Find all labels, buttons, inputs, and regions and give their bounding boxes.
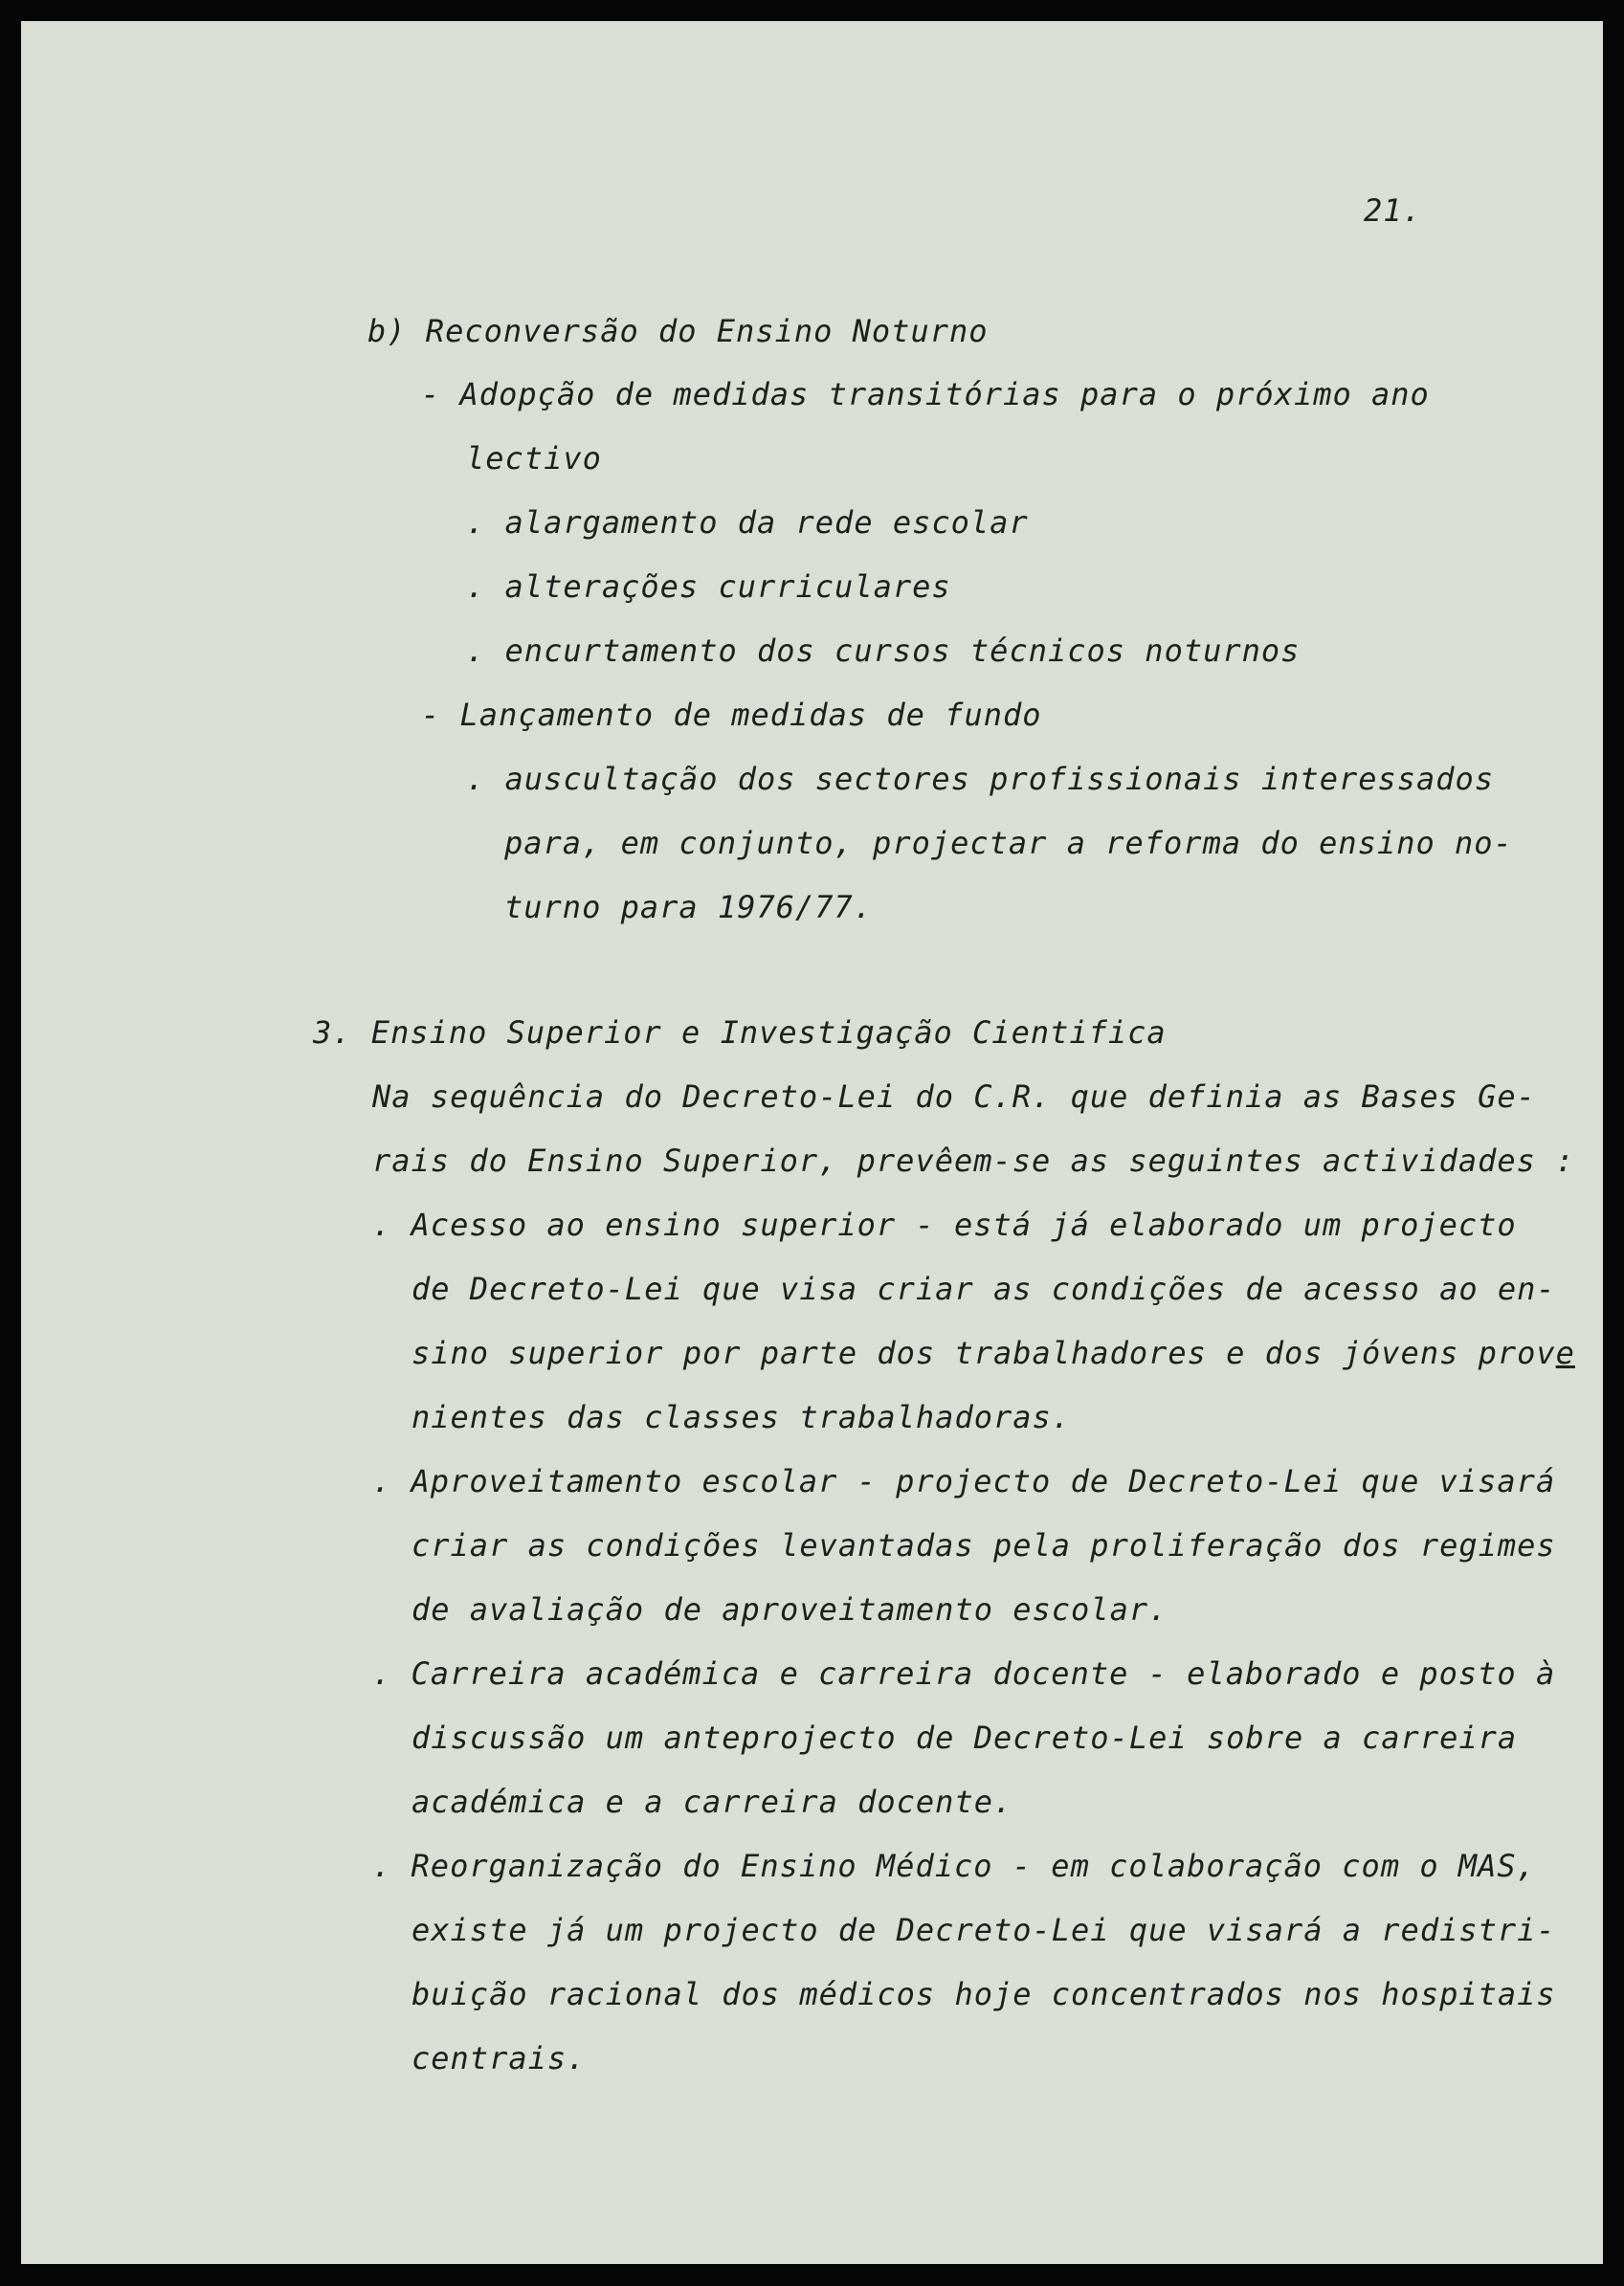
bullet-carreira-line: académica e a carreira docente. bbox=[412, 1784, 1013, 1820]
bullet-medico-line: . Reorganização do Ensino Médico - em colaboração com o MAS, bbox=[372, 1848, 1536, 1884]
section-b-heading: b) Reconversão do Ensino Noturno bbox=[367, 313, 989, 349]
group2-item-line: turno para 1976/77. bbox=[504, 889, 874, 925]
group2-item-line: para, em conjunto, projectar a reforma do ensino no- bbox=[504, 825, 1513, 861]
bullet-carreira-line: . Carreira académica e carreira docente - elaborado e posto à bbox=[372, 1655, 1556, 1692]
bullet-acesso-line: nientes das classes trabalhadoras. bbox=[412, 1399, 1072, 1435]
group1-item: . encurtamento dos cursos técnicos noturnos bbox=[466, 633, 1301, 669]
bullet-medico-line: buição racional dos médicos hoje concentrados nos hospitais bbox=[412, 1976, 1556, 2012]
document-page bbox=[21, 21, 1603, 2264]
bullet-aproveitamento-line: . Aproveitamento escolar - projecto de Decreto-Lei que visará bbox=[372, 1463, 1556, 1499]
bullet-aproveitamento-line: de avaliação de aproveitamento escolar. bbox=[412, 1591, 1168, 1628]
group1-title-line: - Adopção de medidas transitórias para o próximo ano bbox=[421, 376, 1430, 412]
underlined-letter: e bbox=[1555, 1335, 1575, 1371]
bullet-medico-line: existe já um projecto de Decreto-Lei que visará a redistri- bbox=[412, 1912, 1556, 1948]
group2-item-line: . auscultação dos sectores profissionais interessados bbox=[466, 761, 1495, 797]
group1-title-line: lectivo bbox=[466, 440, 602, 477]
page-number: 21. bbox=[1364, 192, 1422, 229]
bullet-acesso-line: de Decreto-Lei que visa criar as condições de acesso ao en- bbox=[412, 1271, 1556, 1307]
bullet-acesso-line: . Acesso ao ensino superior - está já elaborado um projecto bbox=[372, 1207, 1517, 1243]
group2-title: - Lançamento de medidas de fundo bbox=[421, 697, 1042, 733]
group1-item: . alargamento da rede escolar bbox=[466, 504, 1029, 541]
section-3-intro-line: Na sequência do Decreto-Lei do C.R. que definia as Bases Ge- bbox=[372, 1078, 1536, 1115]
section-3-heading: 3. Ensino Superior e Investigação Cientifica bbox=[313, 1014, 1167, 1051]
bullet-carreira-line: discussão um anteprojecto de Decreto-Lei sobre a carreira bbox=[412, 1720, 1518, 1756]
group1-item: . alterações curriculares bbox=[466, 568, 951, 605]
bullet-acesso-line: sino superior por parte dos trabalhadores e dos jóvens prove bbox=[412, 1335, 1575, 1371]
bullet-aproveitamento-line: criar as condições levantadas pela proliferação dos regimes bbox=[412, 1527, 1556, 1564]
bullet-medico-line: centrais. bbox=[412, 2040, 587, 2076]
section-3-intro-line: rais do Ensino Superior, prevêem-se as seguintes actividades : bbox=[372, 1143, 1575, 1179]
